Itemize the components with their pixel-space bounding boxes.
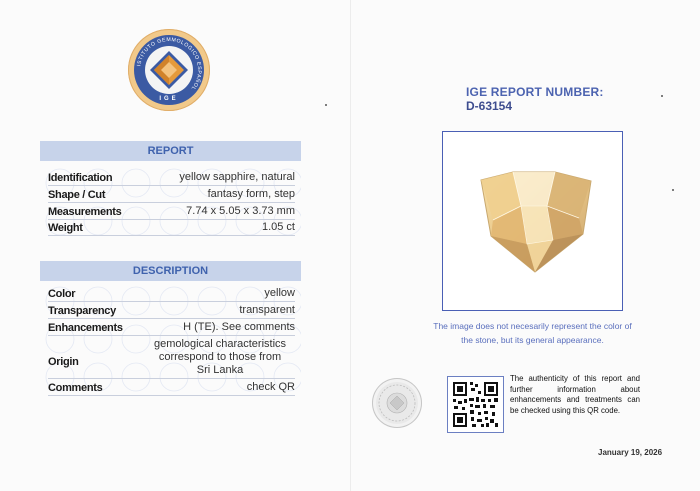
row-value: fantasy form, step [207, 188, 295, 200]
description-row-enhancements [48, 319, 295, 336]
row-label: Transparency [48, 305, 116, 317]
row-label: Enhancements [48, 322, 123, 334]
row-label: Measurements [48, 206, 122, 218]
qr-code-icon [448, 377, 503, 432]
qr-code[interactable] [447, 376, 504, 433]
origin-line: correspond to those from [158, 351, 282, 363]
row-label: Origin [48, 356, 79, 368]
row-value: 1.05 ct [261, 221, 295, 233]
row-value: H (TE). See comments [183, 321, 295, 333]
row-value: yellow [264, 287, 295, 299]
row-label: Shape / Cut [48, 189, 106, 201]
report-row-weight [48, 220, 295, 236]
embossed-seal [372, 378, 422, 428]
logo-emblem [128, 29, 210, 111]
gem-photo [443, 132, 622, 310]
description-row-color [48, 285, 295, 302]
row-label: Identification [48, 172, 113, 184]
row-value: transparent [239, 304, 295, 316]
report-row-shape-cut [48, 186, 295, 203]
scan-speck [325, 104, 327, 106]
description-heading: DESCRIPTION [40, 261, 301, 281]
row-label: Comments [48, 382, 103, 394]
ige-logo [128, 29, 210, 111]
report-number-value: D-63154 [466, 99, 513, 113]
panel-divider [350, 0, 351, 491]
authenticity-note: The authenticity of this report and further information about enhancements and treatments can be checked using this QR code. [510, 374, 640, 415]
row-value: yellow sapphire, natural [179, 171, 295, 183]
row-label: Weight [48, 222, 83, 234]
description-row-comments [48, 379, 295, 396]
report-row-identification [48, 168, 295, 186]
photo-caption [420, 319, 645, 347]
gem-photo-frame [442, 131, 623, 311]
origin-line: gemological characteristics [153, 338, 287, 350]
seal-icon [372, 378, 422, 428]
row-value-origin [145, 338, 295, 377]
origin-line: Sri Lanka [196, 364, 244, 376]
logo-initials: IGE [159, 96, 179, 102]
row-label: Color [48, 288, 76, 300]
scan-speck [672, 189, 674, 191]
report-date: January 19, 2026 [598, 448, 663, 457]
report-heading: REPORT [40, 141, 301, 161]
row-value: check QR [246, 381, 295, 393]
report-row-measurements [48, 203, 295, 220]
report-number-label: IGE REPORT NUMBER: [466, 85, 604, 99]
description-row-origin [48, 336, 295, 379]
caption-line: The image does not necesarily represent the color of [433, 321, 632, 331]
scan-speck [661, 95, 663, 97]
logo-ring-text: ISTITUTO GEMMOLOGICO ESPAÑOL [136, 36, 203, 92]
row-value: 7.74 x 5.05 x 3.73 mm [186, 205, 295, 217]
caption-line: the stone, but its general appearance. [461, 335, 604, 345]
description-row-transparency [48, 302, 295, 319]
